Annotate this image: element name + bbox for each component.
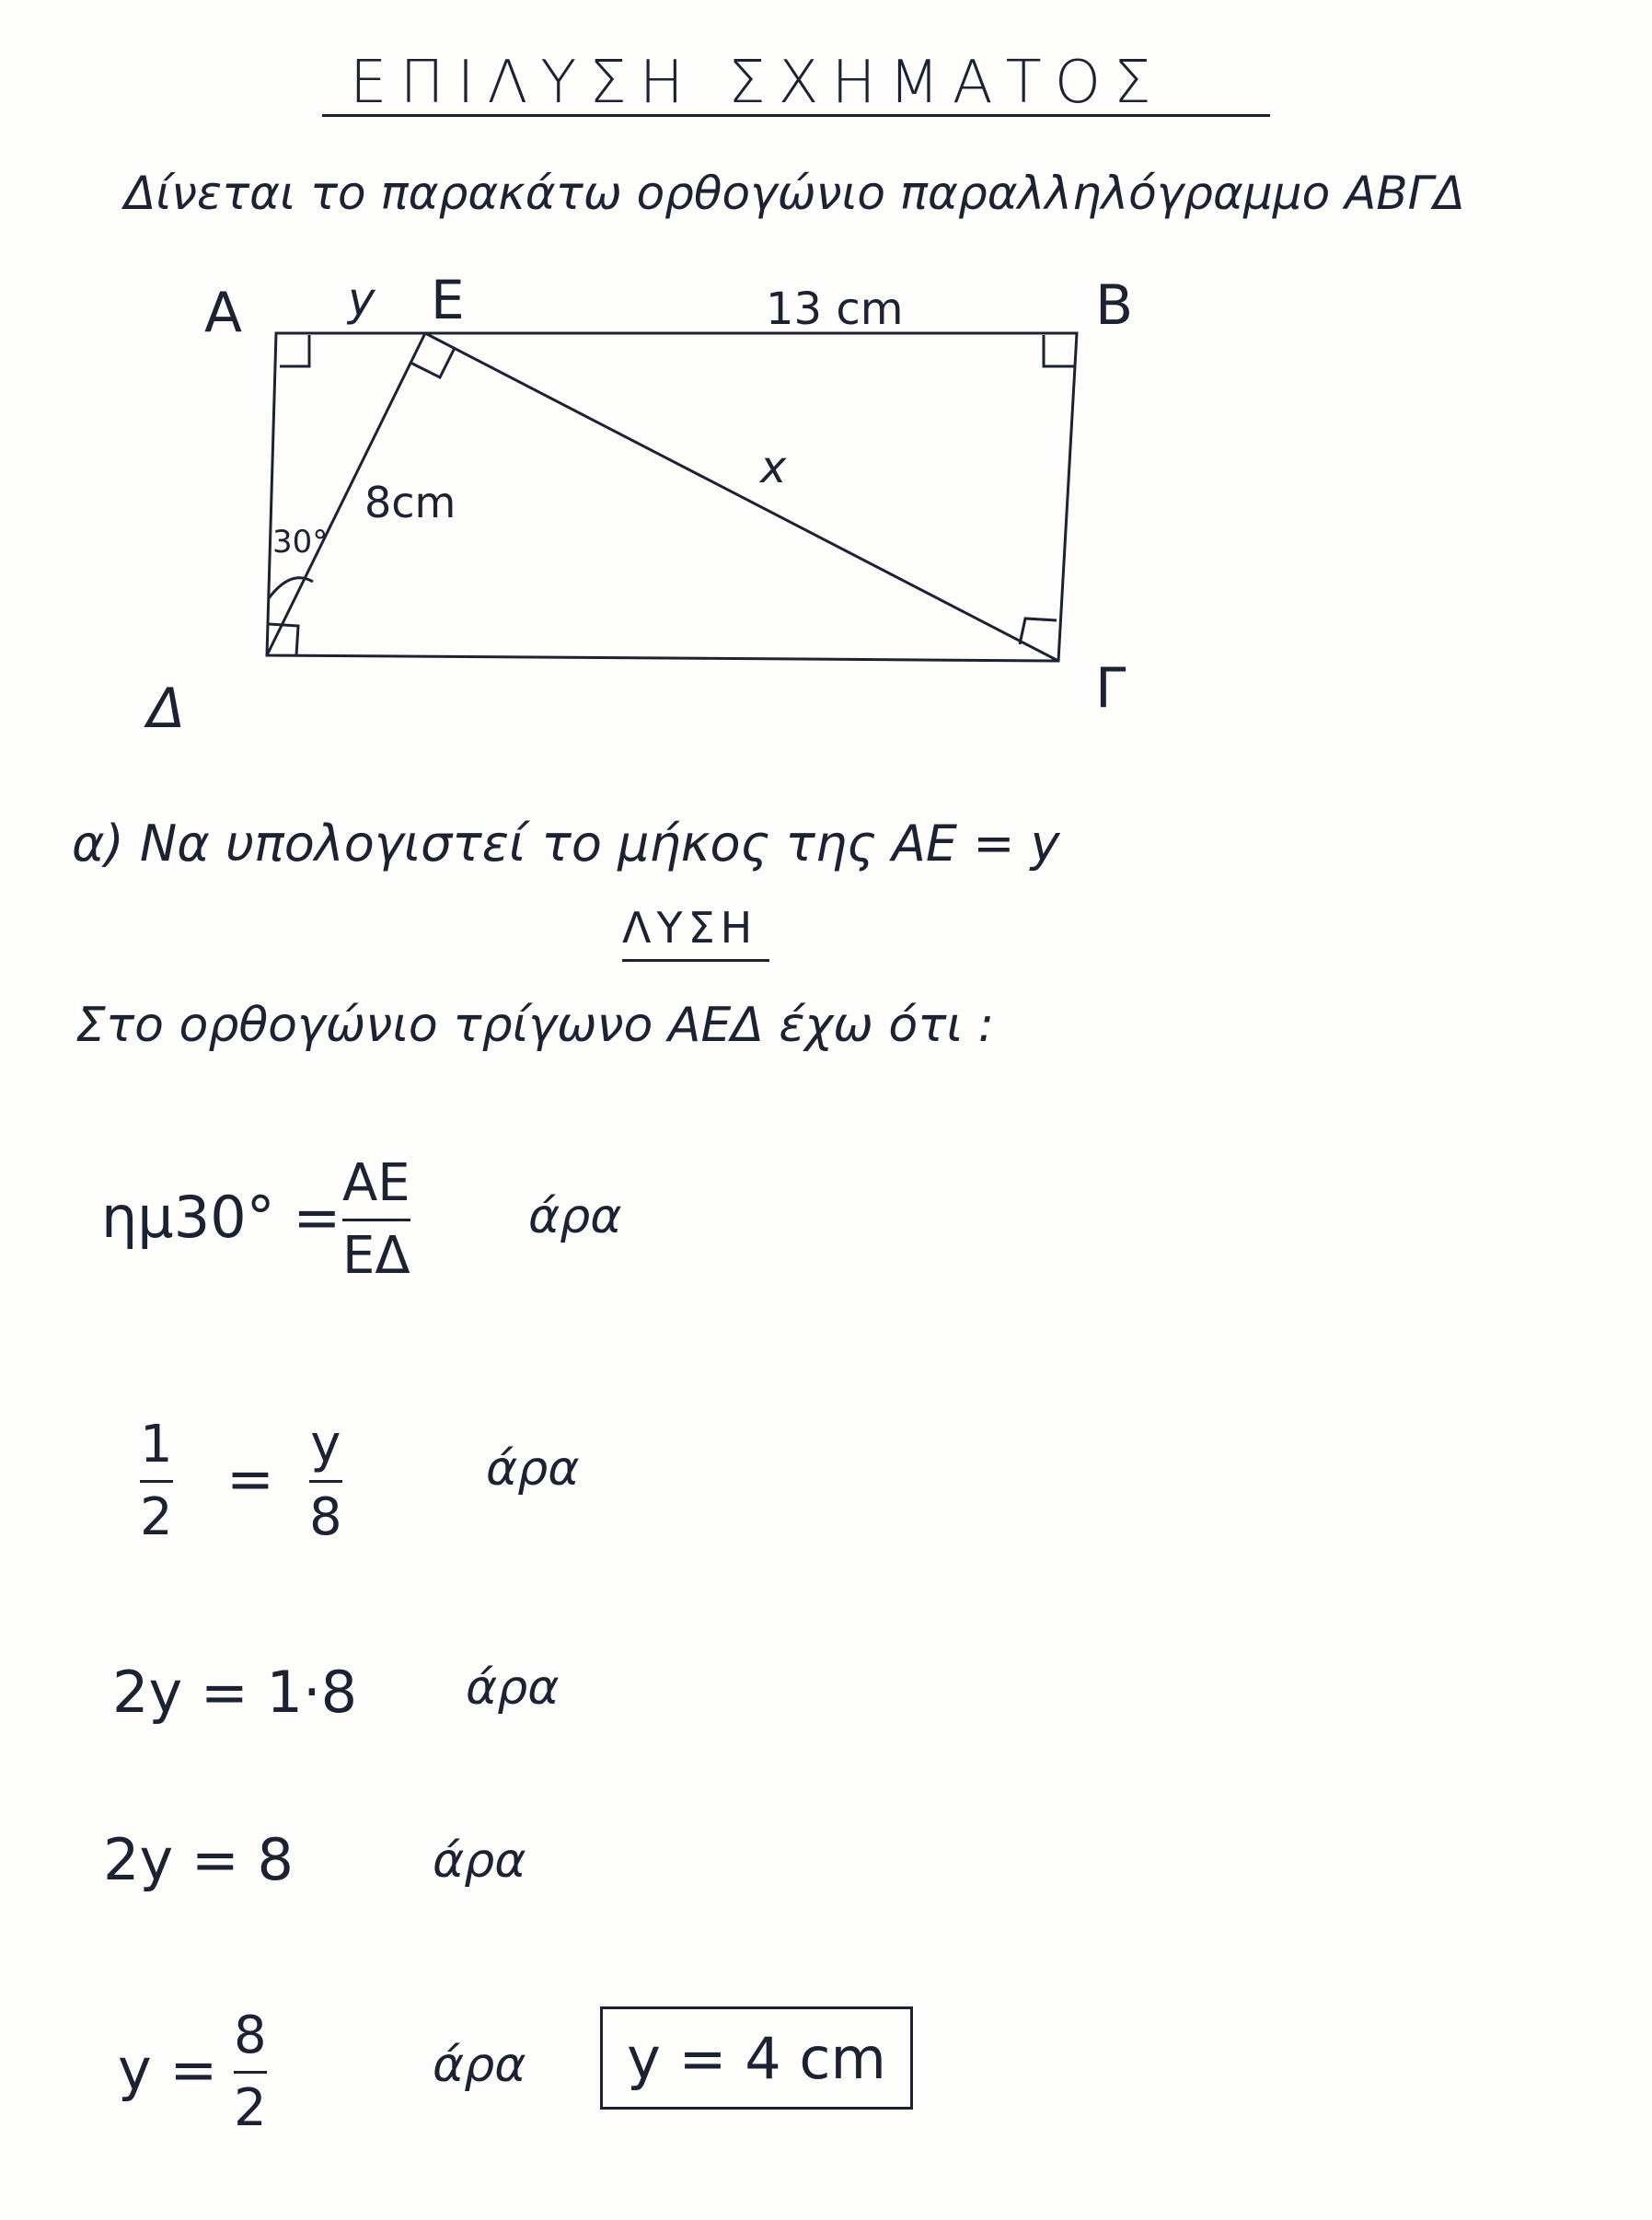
vertex-g-label: Γ: [1095, 656, 1126, 721]
angle-arc-30: [269, 578, 313, 598]
step5-lhs: y =: [118, 2036, 218, 2103]
step4-expression: 2y = 8: [103, 1826, 294, 1893]
step2-lhs-numerator: 1: [140, 1415, 173, 1474]
answer-box: [600, 2006, 913, 2110]
intro-text: Δίνεται το παρακάτω ορθογώνιο παραλληλόγραμμο ΑΒΓΔ: [124, 167, 1465, 220]
solution-heading: ΛΥΣΗ: [622, 903, 758, 953]
vertex-a-label: Α: [204, 281, 243, 345]
label-x: x: [760, 442, 787, 493]
label-8cm: 8cm: [364, 478, 456, 527]
step5-denominator: 2: [234, 2078, 267, 2138]
step2-rhs-fraction: [309, 1415, 342, 1547]
fraction-bar: [140, 1480, 173, 1483]
vertex-d-label: Δ: [147, 676, 186, 741]
label-30-degrees: 30°: [272, 524, 329, 561]
step-intro: Στο ορθογώνιο τρίγωνο ΑΕΔ έχω ότι :: [75, 998, 995, 1053]
segment-eg: [425, 333, 1058, 661]
step1-denominator: ΕΔ: [342, 1226, 410, 1286]
step2-lhs-fraction: [140, 1415, 173, 1547]
step2-lhs-denominator: 2: [140, 1487, 173, 1547]
solution-underline: [622, 959, 769, 962]
right-angle-a: [280, 335, 309, 366]
step2-rhs-denominator: 8: [309, 1487, 342, 1547]
fraction-bar: [234, 2071, 267, 2074]
step1-lhs: ημ30° =: [101, 1184, 341, 1251]
label-13cm: 13 cm: [766, 283, 904, 335]
page-title: ΕΠΙΛΥΣΗ ΣΧΗΜΑΤΟΣ: [350, 49, 1164, 117]
fraction-bar: [342, 1219, 410, 1221]
step1-numerator: ΑΕ: [342, 1153, 410, 1213]
final-answer: y = 4 cm: [627, 2024, 886, 2092]
right-angle-b: [1044, 335, 1075, 366]
vertex-b-label: Β: [1095, 273, 1134, 338]
step1-arra: άρα: [528, 1189, 622, 1244]
step2-rhs-numerator: y: [310, 1415, 341, 1474]
point-e-label: Ε: [431, 269, 465, 331]
right-angle-g: [1020, 619, 1057, 644]
step2-equals: =: [226, 1445, 274, 1512]
step5-fraction: [234, 2006, 267, 2138]
rectangle-figure: [0, 0, 1652, 755]
step1-fraction: [342, 1153, 410, 1286]
step3-expression: 2y = 1·8: [112, 1659, 358, 1726]
question-a: α) Να υπολογιστεί το μήκος της ΑΕ = y: [72, 815, 1060, 873]
step4-arra: άρα: [433, 1833, 526, 1889]
step5-numerator: 8: [234, 2006, 267, 2065]
label-y: y: [348, 272, 375, 326]
fraction-bar: [309, 1480, 342, 1483]
step5-arra: άρα: [433, 2038, 526, 2093]
step2-arra: άρα: [486, 1441, 580, 1497]
step3-arra: άρα: [466, 1660, 560, 1716]
